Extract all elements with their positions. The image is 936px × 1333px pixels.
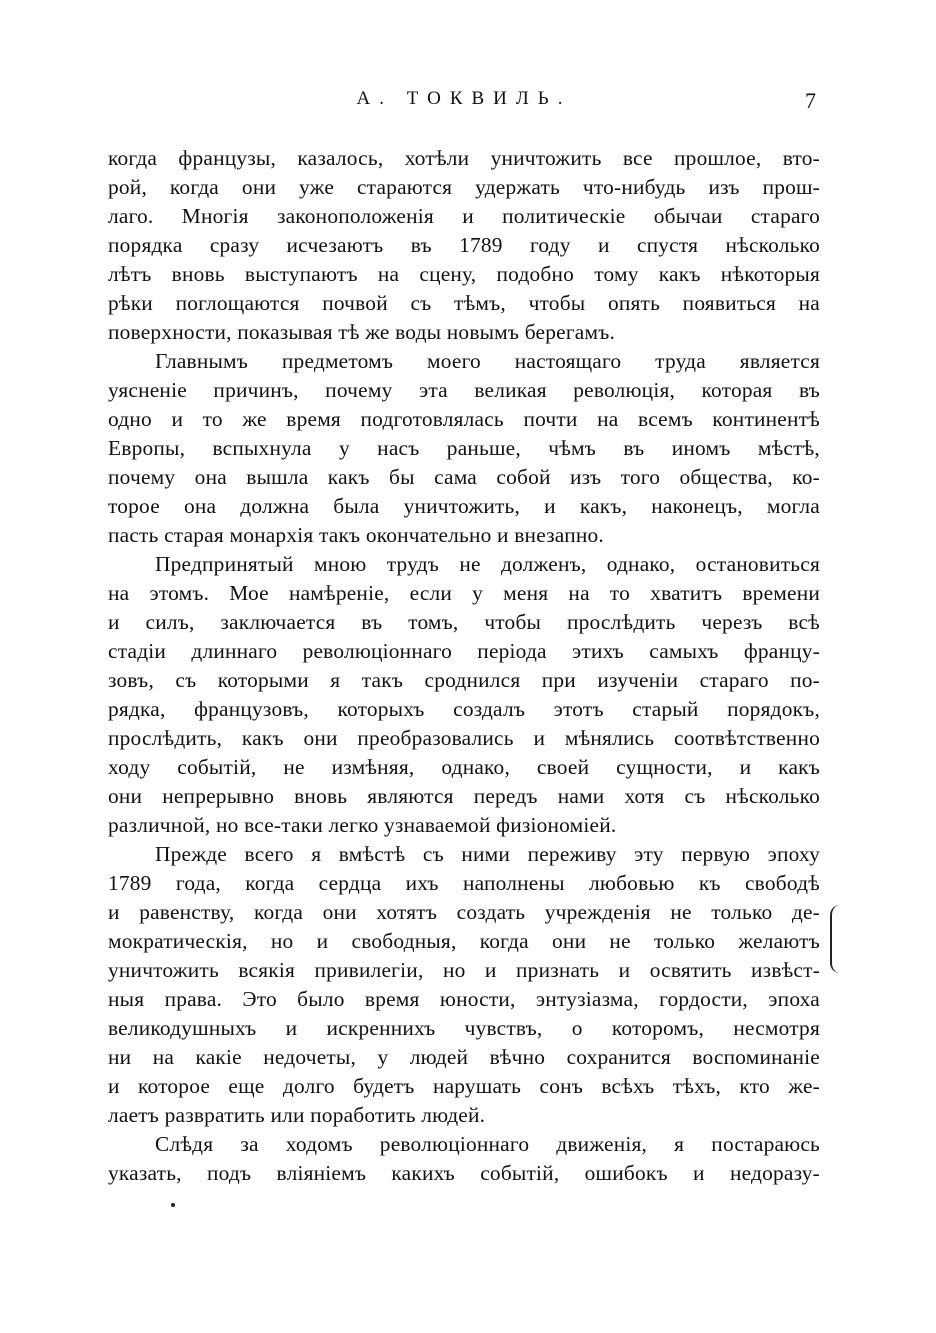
text-line: на этомъ. Мое намѣреніе, если у меня на то хватитъ времени	[108, 581, 820, 605]
text-line: почему она вышла какъ бы сама собой изъ того общества, ко-	[108, 465, 820, 489]
text-line: одно и то же время подготовлялась почти на всемъ континентѣ	[108, 407, 820, 431]
text-line: зовъ, съ которыми я такъ сроднился при изученіи стараго по-	[108, 668, 820, 692]
running-head	[108, 88, 820, 122]
text-line: 1789 года, когда сердца ихъ наполнены любовью къ свободѣ	[108, 871, 820, 895]
text-line: и которое еще долго будетъ нарушать сонъ всѣхъ тѣхъ, кто же-	[108, 1074, 820, 1098]
text-line: порядка сразу исчезаютъ въ 1789 году и спустя нѣсколько	[108, 233, 820, 257]
text-line: стадіи длиннаго революціоннаго періода этихъ самыхъ францу-	[108, 639, 820, 663]
text-line: поверхности, показывая тѣ же воды новымъ берегамъ.	[108, 320, 616, 344]
running-title: А. ТОКВИЛЬ.	[356, 88, 572, 109]
margin-bracket-mark	[830, 905, 844, 973]
text-line: Европы, вспыхнула у насъ раньше, чѣмъ въ иномъ мѣстѣ,	[108, 436, 820, 460]
text-line: лаетъ развратить или поработить людей.	[108, 1103, 486, 1127]
text-line: великодушныхъ и искреннихъ чувствъ, о которомъ, несмотря	[108, 1016, 820, 1040]
ink-dot-mark	[171, 1203, 175, 1207]
text-line: ходу событій, не измѣняя, однако, своей сущности, и какъ	[108, 755, 820, 779]
text-line: и равенству, когда они хотятъ создать учрежденія не только де-	[108, 900, 820, 924]
text-line: Слѣдя за ходомъ революціоннаго движенія, я постараюсь	[155, 1132, 820, 1156]
text-line: лаго. Многія законоположенія и политическіе обычаи стараго	[108, 204, 820, 228]
text-line: рой, когда они уже стараются удержать что-нибудь изъ прош-	[108, 175, 820, 199]
text-line: ни на какіе недочеты, у людей вѣчно сохранится воспоминаніе	[108, 1045, 820, 1069]
text-line: рядка, французовъ, которыхъ создалъ этотъ старый порядокъ,	[108, 697, 820, 721]
page-number: 7	[805, 88, 816, 113]
text-line: прослѣдить, какъ они преобразовались и мѣнялись соотвѣтственно	[108, 726, 820, 750]
body-text	[108, 144, 820, 1188]
text-line: когда французы, казалось, хотѣли уничтожить все прошлое, вто-	[108, 146, 820, 170]
text-line: различной, но все-таки легко узнаваемой физіономіей.	[108, 813, 617, 837]
text-line: мократическія, но и свободныя, когда они не только желаютъ	[108, 929, 820, 953]
text-line: Главнымъ предметомъ моего настоящаго труда является	[155, 349, 820, 373]
paragraph-4	[108, 840, 820, 1130]
text-line: и силъ, заключается въ томъ, чтобы прослѣдить черезъ всѣ	[108, 610, 820, 634]
paragraph-3	[108, 550, 820, 840]
text-line: уясненіе причинъ, почему эта великая революція, которая въ	[108, 378, 820, 402]
paragraph-1	[108, 144, 820, 347]
text-line: уничтожить всякія привилегіи, но и признать и освятить извѣст-	[108, 958, 820, 982]
text-line: пасть старая монархія такъ окончательно и внезапно.	[108, 523, 604, 547]
text-line: рѣки поглощаются почвой съ тѣмъ, чтобы опять появиться на	[108, 291, 820, 315]
text-line: указать, подъ вліяніемъ какихъ событій, ошибокъ и недоразу-	[108, 1161, 820, 1185]
text-line: Прежде всего я вмѣстѣ съ ними переживу эту первую эпоху	[155, 842, 820, 866]
text-line: ныя права. Это было время юности, энтузіазма, гордости, эпоха	[108, 987, 820, 1011]
text-line: лѣтъ вновь выступаютъ на сцену, подобно тому какъ нѣкоторыя	[108, 262, 820, 286]
paragraph-2	[108, 347, 820, 550]
text-line: они непрерывно вновь являются передъ нами хотя съ нѣсколько	[108, 784, 820, 808]
text-line: Предпринятый мною трудъ не долженъ, однако, остановиться	[155, 552, 820, 576]
paragraph-5	[108, 1130, 820, 1188]
text-line: торое она должна была уничтожить, и какъ, наконецъ, могла	[108, 494, 820, 518]
